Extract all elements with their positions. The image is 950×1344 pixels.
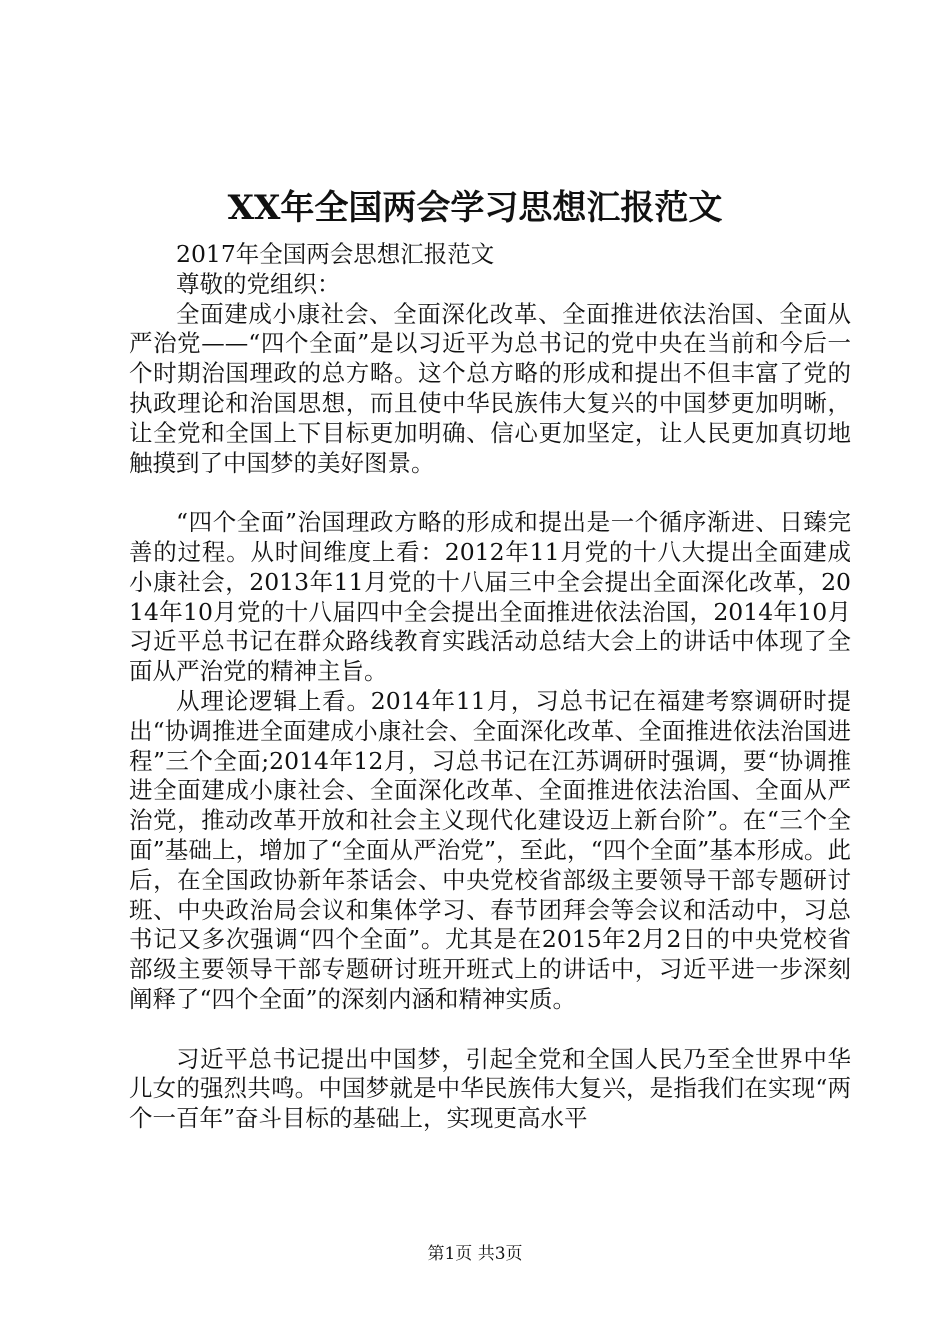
body-paragraph: 从理论逻辑上看。2014年11月，习总书记在福建考察调研时提出“协调推进全面建成小康社会、全面深化改革、全面推进依法治国进程”三个全面;2014年12月，习总书记在江苏调研时强调，要“协调推进全面建成小康社会、全面深化改革、全面推进依法治国、全面从严治党，推动改革开放和社会主义现代化建设迈上新台阶”。在“三个全面”基础上，增加了“全面从严治党”，至此，“四个全面”基本形成。此后，在全国政协新年茶话会、中央党校省部级主要领导干部专题研讨班、中央政治局会议和集体学习、春节团拜会等会议和活动中，习总书记又多次强调“四个全面”。尤其是在2015年2月2日的中央党校省部级主要领导干部专题研讨班开班式上的讲话中，习近平进一步深刻阐释了“四个全面”的深刻内涵和精神实质。: [129, 686, 851, 1013]
salutation: 尊敬的党组织：: [176, 269, 341, 298]
page-number: 第1页 共3页: [427, 1244, 523, 1264]
document-body: [129, 240, 851, 1134]
document-title: XX年全国两会学习思想汇报范文: [227, 188, 723, 228]
body-paragraph: “四个全面”治国理政方略的形成和提出是一个循序渐进、日臻完善的过程。从时间维度上看：2012年11月党的十八大提出全面建成小康社会，2013年11月党的十八届三中全会提出全面深化改革，2014年10月党的十八届四中全会提出全面推进依法治国，2014年10月习近平总书记在群众路线教育实践活动总结大会上的讲话中体现了全面从严治党的精神主旨。: [129, 508, 851, 686]
body-paragraph: 全面建成小康社会、全面深化改革、全面推进依法治国、全面从严治党——“四个全面”是以习近平为总书记的党中央在当前和今后一个时期治国理政的总方略。这个总方略的形成和提出不但丰富了党的执政理论和治国思想，而且使中华民族伟大复兴的中国梦更加明晰，让全党和全国上下目标更加明确、信心更加坚定，让人民更加真切地触摸到了中国梦的美好图景。: [129, 299, 851, 477]
subtitle-line: 2017年全国两会思想汇报范文: [176, 240, 495, 268]
body-paragraph: 习近平总书记提出中国梦，引起全党和全国人民乃至全世界中华儿女的强烈共鸣。中国梦就是中华民族伟大复兴，是指我们在实现“两个一百年”奋斗目标的基础上，实现更高水平: [129, 1044, 851, 1133]
